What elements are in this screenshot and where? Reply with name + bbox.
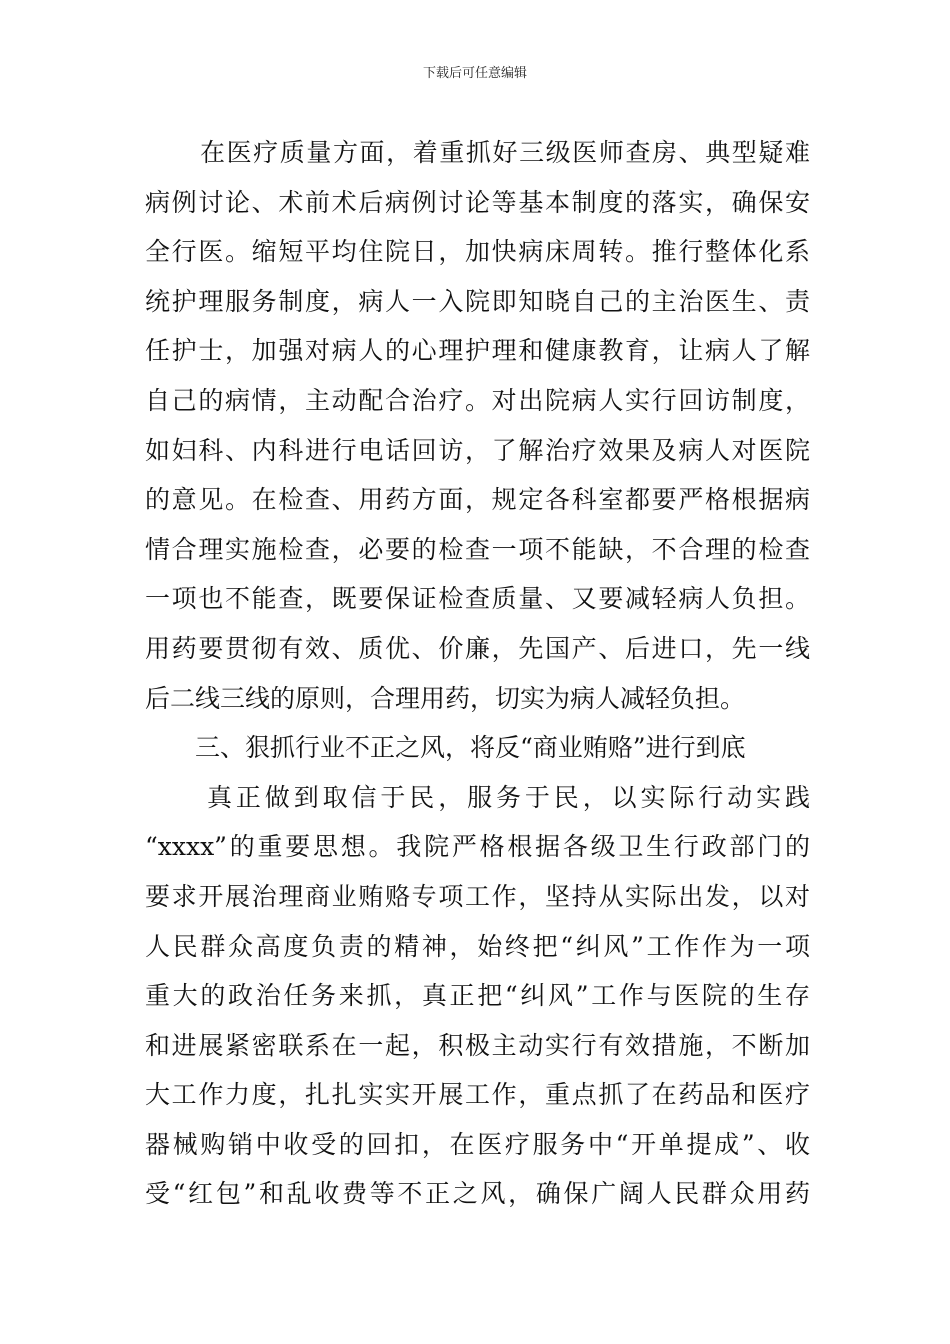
paragraph-line: 后二线三线的原则，合理用药，切实为病人减轻负担。	[145, 683, 746, 713]
paragraph-line: 重大的政治任务来抓，真正把“纠风”工作与医院的生存	[145, 981, 810, 1011]
paragraph-line: 和进展紧密联系在一起，积极主动实行有效措施，不断加	[145, 1030, 810, 1060]
paragraph-line: 统护理服务制度，病人一入院即知晓自己的主治医生、责	[145, 286, 810, 316]
paragraph-line: “xxxx”的重要思想。我院严格根据各级卫生行政部门的	[145, 832, 810, 862]
paragraph-line: 全行医。缩短平均住院日，加快病床周转。推行整体化系	[145, 237, 810, 267]
section-heading: 三、狠抓行业不正之风，将反“商业贿赂”进行到底	[195, 733, 746, 763]
paragraph-line: 要求开展治理商业贿赂专项工作，坚持从实际出发，以对	[145, 881, 810, 911]
paragraph-line: 真正做到取信于民，服务于民，以实际行动实践	[207, 782, 810, 812]
paragraph-line: 受“红包”和乱收费等不正之风，确保广阔人民群众用药	[145, 1179, 810, 1209]
paragraph-line: 在医疗质量方面，着重抓好三级医师查房、典型疑难	[200, 138, 810, 167]
paragraph-line: 任护士，加强对病人的心理护理和健康教育，让病人了解	[145, 336, 810, 366]
paragraph-line: 病例讨论、术前术后病例讨论等基本制度的落实，确保安	[145, 187, 810, 217]
paragraph-line: 器械购销中收受的回扣，在医疗服务中“开单提成”、收	[145, 1129, 810, 1159]
paragraph-line: 自己的病情，主动配合治疗。对出院病人实行回访制度，	[145, 385, 810, 415]
paragraph-line: 情合理实施检查，必要的检查一项不能缺，不合理的检查	[145, 534, 810, 564]
paragraph-line: 如妇科、内科进行电话回访，了解治疗效果及病人对医院	[145, 435, 810, 465]
paragraph-line: 人民群众高度负责的精神，始终把“纠风”工作作为一项	[145, 931, 810, 961]
page-header: 下载后可任意编辑	[422, 66, 527, 81]
document-body	[145, 128, 810, 1219]
paragraph-line: 大工作力度，扎扎实实开展工作，重点抓了在药品和医疗	[145, 1080, 810, 1110]
paragraph-line: 用药要贯彻有效、质优、价廉，先国产、后进口，先一线	[145, 633, 810, 663]
paragraph-line: 的意见。在检查、用药方面，规定各科室都要严格根据病	[145, 485, 810, 515]
paragraph-line: 一项也不能查，既要保证检查质量、又要减轻病人负担。	[145, 584, 810, 614]
